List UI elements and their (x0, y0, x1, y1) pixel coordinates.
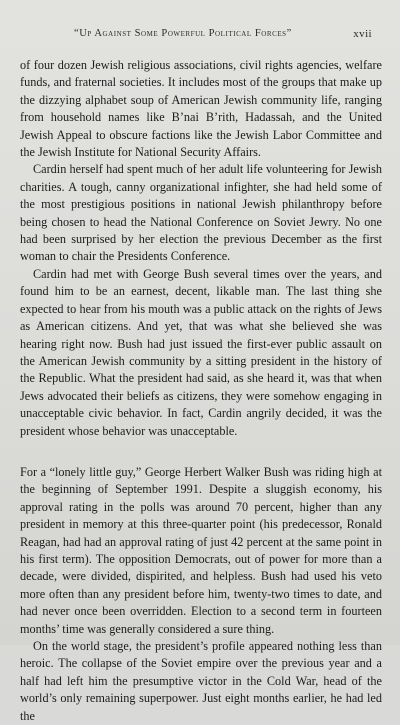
section-one-text (20, 57, 382, 440)
paragraph-world-stage: On the world stage, the president’s profile appeared nothing less than heroic. The collapse of the Soviet empire over the previous year and a half had left him the presumptive victor in the Cold War, head of the world’s only remaining superpower. Just eight months earlier, he had led the (20, 639, 382, 723)
running-title: “Up Against Some Powerful Political Forces” (74, 28, 292, 39)
section-two-text (20, 464, 382, 725)
running-head (0, 28, 400, 44)
paragraph-continued: of four dozen Jewish religious associations, civil rights agencies, welfare funds, and fraternal societies. It includes most of the groups that make up the dizzying alphabet soup of American Jewish community life, ranging from household names like B’nai B’rith, Hadassah, and the United Jewish Appeal to obscure factions like the Jewish Labor Committee and the Jewish Institute for National Security Affairs. (20, 58, 382, 160)
paragraph-cardin-background: Cardin herself had spent much of her adult life volunteering for Jewish charities. A tough, canny organizational infighter, she had held some of the most prestigious positions in national Jewish philanthropy before being chosen to head the National Conference on Soviet Jewry. No one had been surprised by her election the previous December as the first woman to chair the Presidents Conference. (20, 162, 382, 264)
paragraph-cardin-reaction: Cardin had met with George Bush several times over the years, and found him to be an earnest, decent, likable man. The last thing she expected to hear from his mouth was a public attack on the rights of Jews as American citizens. And yet, that was what she believed she was hearing right now. Bush had just issued the first-ever public assault on the American Jewish community by a sitting president in the history of the Republic. What the president had said, as she heard it, was that when Jews advocated their beliefs as citizens, they were somehow engaging in unacceptable civic behavior. In fact, Cardin angrily decided, it was the president whose behavior was unacceptable. (20, 266, 382, 438)
paragraph-bush-approval: For a “lonely little guy,” George Herbert Walker Bush was riding high at the beginning of September 1991. Despite a sluggish economy, his approval rating in the polls was around 70 percent, higher than any president in memory at this three-quarter point (his predecessor, Ronald Reagan, had had an approval rating of just 42 percent at the same point in his first term). The opposition Democrats, out of power for more than a decade, were divided, dispirited, and helpless. Bush had used his veto more often than any president before him, twenty-two times to date, and had never once been overridden. Election to a second term in fourteen months’ time was generally considered a sure thing. (20, 465, 382, 636)
page-number: xvii (353, 28, 372, 40)
